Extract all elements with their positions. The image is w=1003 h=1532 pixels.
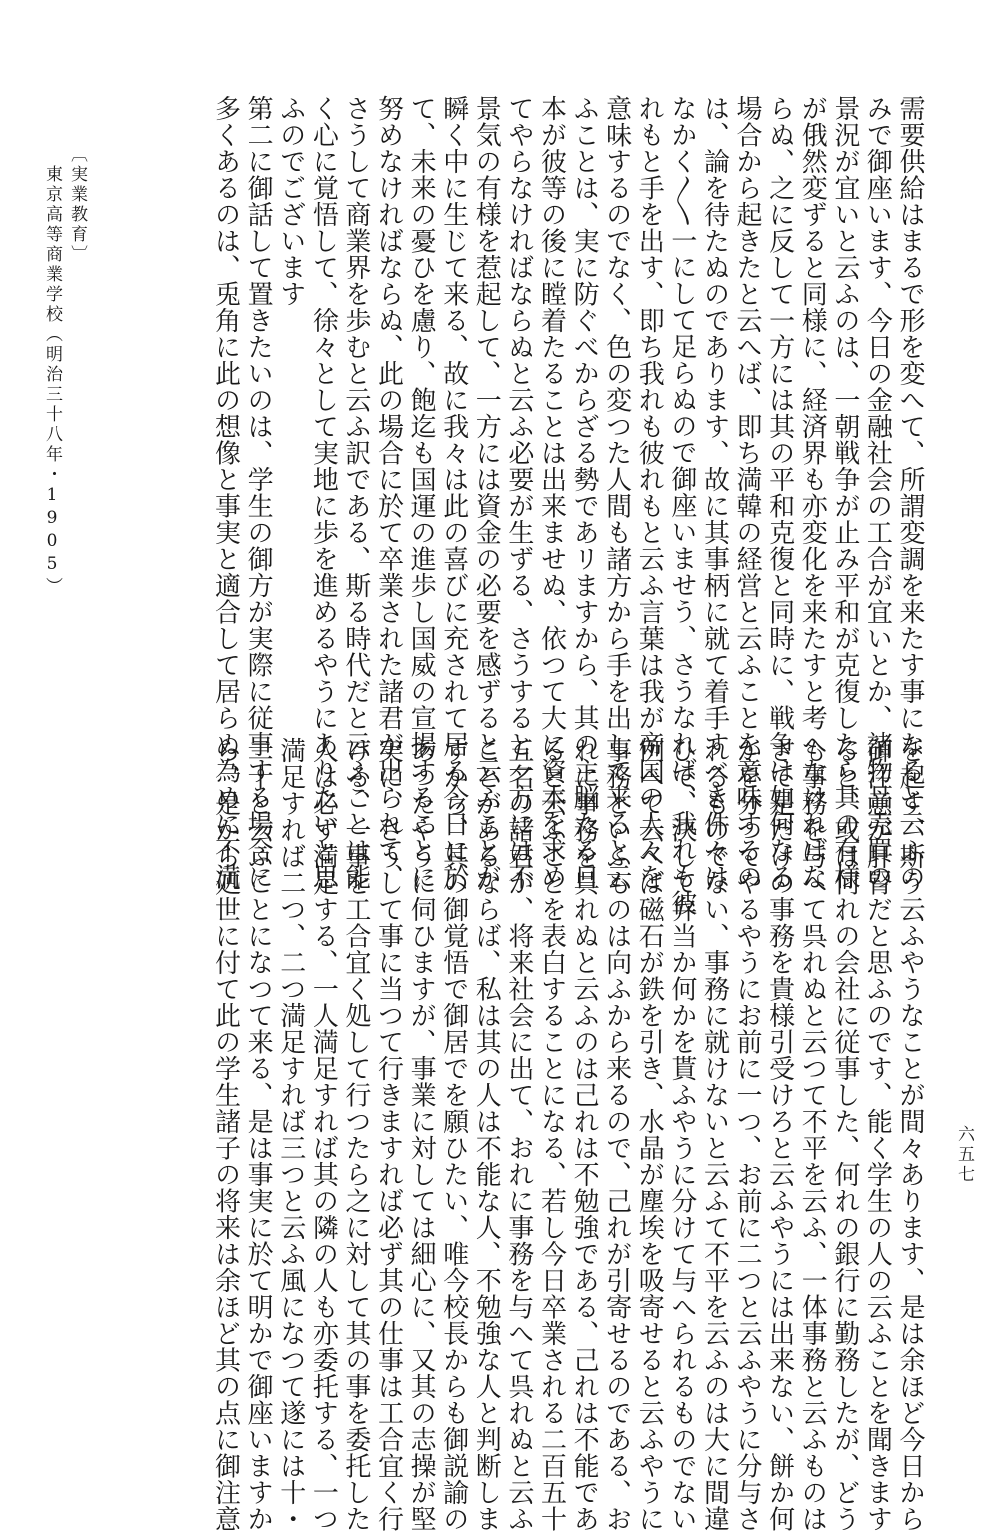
text-line: ひで、決して弁当か何かを貰ふやうに分けて与へられるものでない bbox=[666, 737, 697, 1532]
text-line: 実に、さうして事に当つて行きますれば必ず其の仕事は工合宜く行 bbox=[373, 737, 404, 1532]
text-line: く心に覚悟して、徐々として実地に歩を進めるやうにありたいと思 bbox=[308, 95, 339, 890]
text-line: 本が彼等の後に瞠着たることは出来ませぬ、依つて大に資本を求め bbox=[536, 95, 567, 890]
page-number: 六五七 bbox=[954, 1125, 974, 1185]
text-line: すから、其の御覚悟で御居でを願ひたい、唯今校長からも御説諭の bbox=[438, 737, 469, 1532]
text-line: あつたやうに伺ひますが、事業に対しては細心に、又其の志操が堅 bbox=[406, 737, 437, 1532]
text-line: れもと手を出す、即ち我れも彼れもと云ふ言葉は我が帝国の人々を bbox=[634, 95, 665, 890]
text-line: 事務といふものは向ふから来るので、己れが引寄せるのである、お bbox=[601, 737, 632, 1532]
text-line: ふのでございます bbox=[275, 95, 306, 307]
series-title: 〔実業教育〕 bbox=[67, 145, 87, 265]
text-line: 二十と云ふことになつて来る、是は事実に於て明かで御座いますか bbox=[243, 737, 274, 1532]
text-line: を起す、斯う云ふやうなことが間々あります、是は余ほど今日から bbox=[895, 737, 925, 1532]
text-line: なかく〳〵一にして足らぬので御座いませう、さうなれば、我れも彼 bbox=[666, 95, 697, 916]
running-header bbox=[40, 145, 90, 597]
text-line: らぬ、之に反して一方には其の平和克復と同時に、戦争は如何なる bbox=[764, 95, 795, 890]
text-line: ると云ふことを表白することになる、若し今日卒業される二百五十 bbox=[536, 737, 567, 1532]
text-line: 多くあるのは、兎角に此の想像と事実と適合して居らぬ為めに不満 bbox=[210, 95, 241, 890]
text-line: 例へて云へば磁石が鉄を引き、水晶が塵埃を吸寄せると云ふやうに bbox=[634, 737, 665, 1532]
text-line: て、未来の憂ひを慮り、飽迄も国運の進歩し国威の宣揚することに bbox=[406, 95, 437, 890]
text-line: 人は必ず満足する、一人満足すれば其の隣の人も亦委托する、一つ bbox=[308, 737, 339, 1532]
text-line: てやらなければならぬと云ふ必要が生ずる、さうすると一方には不 bbox=[503, 95, 534, 890]
text-line: が俄然変ずると同様に、経済界も亦変化を来たすと考へなければな bbox=[797, 95, 828, 890]
text-line: 意味するのでなく、色の変つた人間も諸方から手を出して来ると云 bbox=[601, 95, 632, 890]
text-line: 瞬く中に生じて来る、故に我々は此の喜びに充されて居る今日に於 bbox=[438, 95, 469, 890]
text-line: みで御座います、今日の金融社会の工合が宜いとか、諸物品売買の bbox=[862, 95, 893, 890]
text-line: れに事務を呉れぬと云ふのは己れは不勉強である、己れは不能であ bbox=[569, 737, 600, 1532]
source-citation: 東京高等商業学校（明治三十八年・1905） bbox=[42, 165, 62, 597]
upper-text-block bbox=[209, 95, 926, 916]
text-line: ると、或は何れの会社に従事した、何れの銀行に勤務したが、どう bbox=[829, 737, 860, 1532]
text-line: かを分つてやるやうにお前に一つ、お前に二つと云ふやうに分与さ bbox=[732, 737, 763, 1532]
text-line: 五名の諸君が、将来社会に出て、おれに事務を与へて呉れぬと云ふ bbox=[503, 737, 534, 1532]
text-line: ふことは、実に防ぐべからざる勢であリますから、其の主脳たる日 bbox=[569, 95, 600, 890]
text-line: れるものでない、事務に就けないと云ふて不平を云ふのは大に間違 bbox=[699, 737, 730, 1532]
text-line: 御注意が肝腎だと思ふのです、能く学生の人の云ふことを聞きます bbox=[862, 737, 893, 1532]
text-line: 景況が宜いと云ふのは、一朝戦争が止み平和が克復したら其の有様 bbox=[829, 95, 860, 890]
text-line: ことがあるならば、私は其の人は不能な人、不勉強な人と判断しま bbox=[471, 737, 502, 1532]
text-line: 場合から起きたと云へば、即ち満韓の経営と云ふことを意味するの bbox=[732, 95, 763, 890]
text-line: 景気の有様を惹起して、一方には資金の必要を感ずると云ふことが bbox=[471, 95, 502, 890]
text-line: 第二に御話して置きたいのは、学生の御方が実際に従事する場合に bbox=[243, 95, 274, 890]
text-line: は、論を待たぬのであります、故に其事柄に就て着手すべき件々は bbox=[699, 95, 730, 890]
lower-text-block bbox=[209, 737, 926, 1532]
text-line: ける、一事を工合宜く処して行つたら之に対して其の事を委托した bbox=[340, 737, 371, 1532]
text-line: さて是だけの事務を貴様引受けろと云ふやうには出来ない、餅か何 bbox=[764, 737, 795, 1532]
text-line: 努めなければならぬ、此の場合に於て卒業された諸君が出られて、 bbox=[373, 95, 404, 890]
text-line: さうして商業界を歩むと云ふ訳である、斯る時代だと云ふことは能 bbox=[340, 95, 371, 890]
text-line: も事務を与へて呉れぬと云つて不平を云ふ、一体事務と云ふものは bbox=[797, 737, 828, 1532]
text-line: 需要供給はまるで形を変へて、所謂変調を来たす事になると云ふの bbox=[895, 95, 925, 890]
text-line: 満足すれば二つ、二つ満足すれば三つと云ふ風になつて遂には十・ bbox=[275, 737, 306, 1532]
text-line: ら、是から処世に付て此の学生諸子の将来は余ほど其の点に御注意 bbox=[210, 737, 241, 1532]
